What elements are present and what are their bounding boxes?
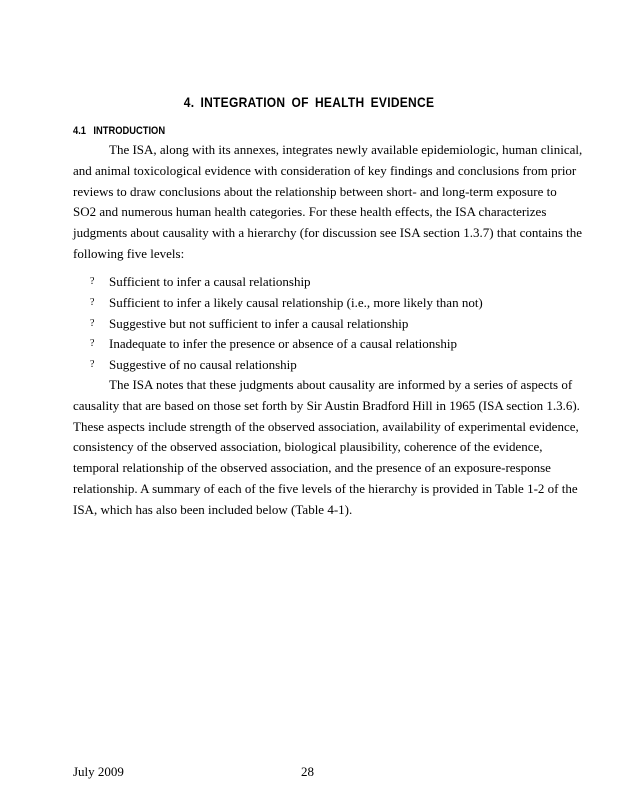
list-item [90,293,570,314]
section-heading [43,94,574,110]
list-item-text: Sufficient to infer a causal relationship [109,274,311,289]
bullet-glyph: ? [90,338,95,350]
footer-page-number: 28 [301,764,314,779]
causality-levels-list [90,272,570,376]
bullet-glyph: ? [90,359,95,371]
footer-date: July 2009 [73,764,124,779]
subsection-number: 4.1 [73,125,87,137]
list-item [90,334,570,355]
list-item-text: Sufficient to infer a likely causal relationship (i.e., more likely than not) [109,294,483,310]
bullet-glyph: ? [90,317,95,329]
causality-aspects-paragraph [73,375,583,521]
intro-paragraph-text: The ISA, along with its annexes, integrates newly available epidemiologic, human clinical, and animal toxicological evidence with consideration of key findings and conclusions from prior reviews to draw conclusions about the relationship between short- and long-term exposure to SO2 and numerous human health categories. For these health effects, the ISA characterizes judgments about causality with a hierarchy (for discussion see ISA section 1.3.7) that contains the following five levels: [73,142,583,261]
bullet-glyph: ? [90,296,95,308]
section-title-text: INTEGRATION OF HEALTH EVIDENCE [200,94,435,110]
section-number: 4. [183,94,195,110]
subsection-title-text: INTRODUCTION [93,125,166,137]
list-item [90,314,570,335]
intro-paragraph [73,140,583,265]
list-item [90,355,570,376]
subsection-heading [73,125,165,137]
causality-aspects-paragraph-text: The ISA notes that these judgments about causality are informed by a series of aspects of causality that are based on those set forth by Sir Austin Bradford Hill in 1965 (ISA section 1.3.6). These aspects include strength of the observed association, availability of experimental evidence, consistency of the observed association, biological plausibility, coherence of the evidence, temporal relationship of the observed association, and the presence of an exposure-response relationship. A summary of each of the five levels of the hierarchy is provided in Table 1-2 of the ISA, which has also been included below (Table 4-1). [73,377,580,517]
list-item-text: Suggestive of no causal relationship [109,357,297,373]
list-item-text: Suggestive but not sufficient to infer a causal relationship [109,315,409,331]
bullet-glyph: ? [90,276,95,287]
list-item [90,272,570,293]
list-item-text: Inadequate to infer the presence or absence of a causal relationship [109,336,457,352]
